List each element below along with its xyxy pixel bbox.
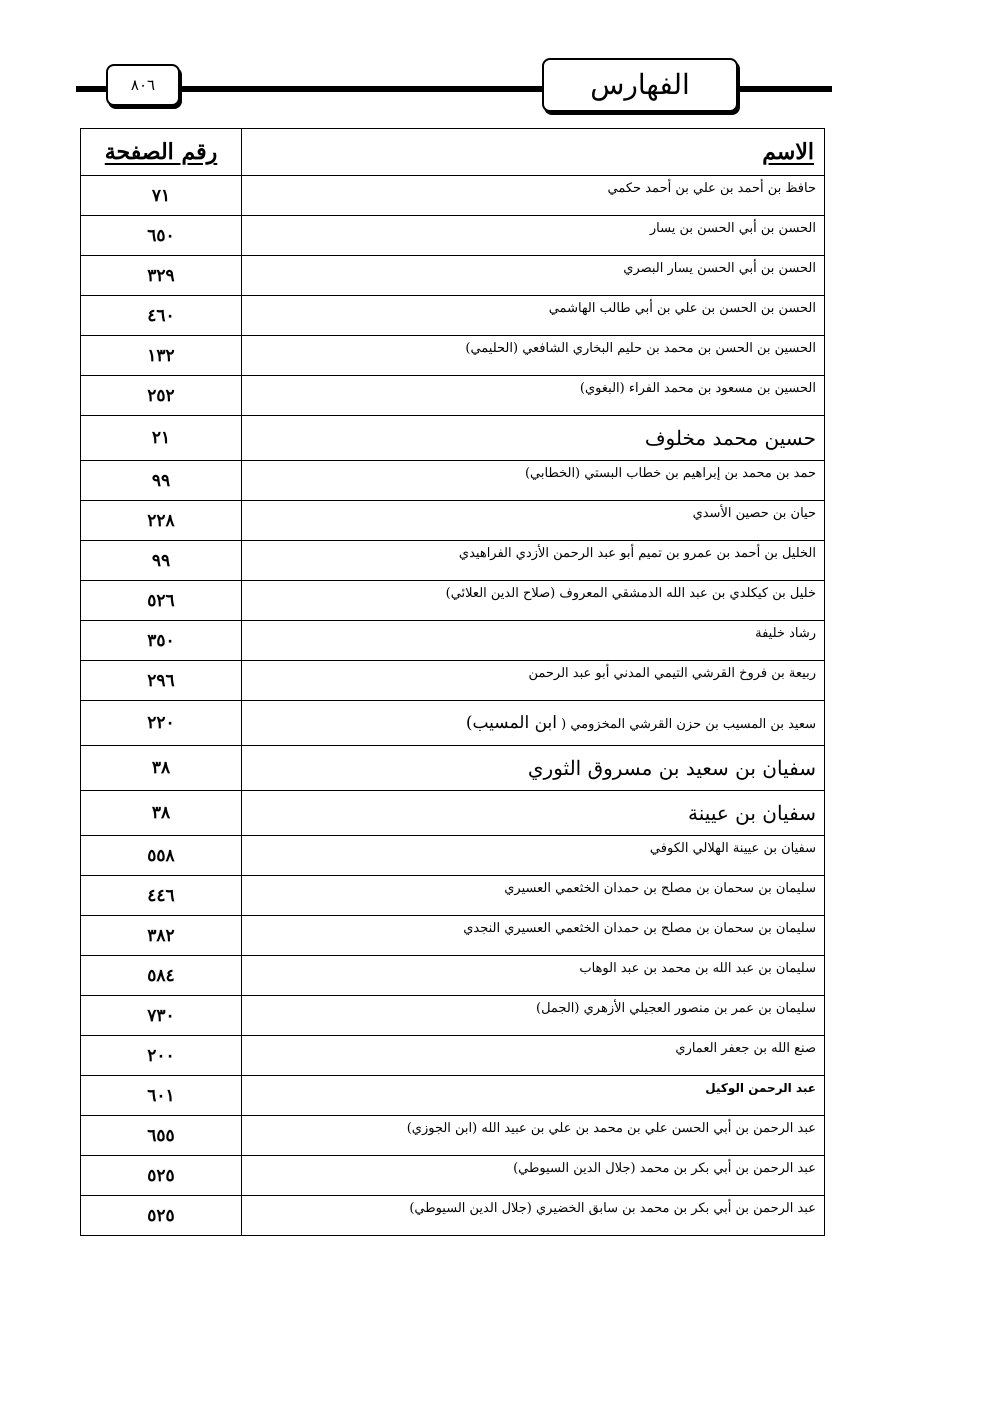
- table-row: [81, 876, 825, 916]
- entry-page: ١٣٢: [81, 336, 242, 376]
- entry-name: عبد الرحمن بن أبي بكر بن محمد (جلال الدين السيوطي): [242, 1156, 825, 1196]
- entry-name: حمد بن محمد بن إبراهيم بن خطاب البستي (الخطابي): [242, 461, 825, 501]
- entry-page: ٩٩: [81, 461, 242, 501]
- entry-page: ٥٢٥: [81, 1196, 242, 1236]
- table-row: [81, 1156, 825, 1196]
- entry-name: خليل بن كيكلدي بن عبد الله الدمشقي المعروف (صلاح الدين العلائي): [242, 581, 825, 621]
- entry-page: ٢١: [81, 416, 242, 461]
- entry-page: ٣٨: [81, 746, 242, 791]
- table-row: [81, 621, 825, 661]
- table-row: [81, 1076, 825, 1116]
- entry-page: ٧١: [81, 176, 242, 216]
- page-number: ٨٠٦: [106, 64, 180, 106]
- entry-name: الحسن بن أبي الحسن يسار البصري: [242, 256, 825, 296]
- entry-name: عبد الرحمن الوكيل: [242, 1076, 825, 1116]
- table-row: [81, 701, 825, 746]
- table-row: [81, 461, 825, 501]
- entry-name: حافظ بن أحمد بن علي بن أحمد حكمي: [242, 176, 825, 216]
- entry-name: سليمان بن عمر بن منصور العجيلي الأزهري (الجمل): [242, 996, 825, 1036]
- table-row: [81, 1116, 825, 1156]
- table-row: [81, 916, 825, 956]
- table-row: [81, 996, 825, 1036]
- entry-page: ٥٢٦: [81, 581, 242, 621]
- table-row: [81, 791, 825, 836]
- entry-page: ٥٨٤: [81, 956, 242, 996]
- entry-page: ٢٥٢: [81, 376, 242, 416]
- entry-page: ٢٢٨: [81, 501, 242, 541]
- entry-page: ٢٠٠: [81, 1036, 242, 1076]
- table-row: [81, 216, 825, 256]
- entry-page: ٣٨٢: [81, 916, 242, 956]
- entry-name-large: ابن المسيب): [465, 713, 557, 733]
- entry-name: عبد الرحمن بن أبي الحسن علي بن محمد بن علي بن عبيد الله (ابن الجوزي): [242, 1116, 825, 1156]
- entry-page: ٥٢٥: [81, 1156, 242, 1196]
- column-header-page: رقم الصفحة: [81, 129, 242, 176]
- entry-page: ٧٣٠: [81, 996, 242, 1036]
- entry-name: الخليل بن أحمد بن عمرو بن تميم أبو عبد الرحمن الأزدي الفراهيدي: [242, 541, 825, 581]
- entry-name: سليمان بن سحمان بن مصلح بن حمدان الخثعمي العسيري النجدي: [242, 916, 825, 956]
- entry-page: ٩٩: [81, 541, 242, 581]
- entry-name: صنع الله بن جعفر العماري: [242, 1036, 825, 1076]
- entry-name: الحسن بن أبي الحسن بن يسار: [242, 216, 825, 256]
- entry-name: رشاد خليفة: [242, 621, 825, 661]
- entry-page: ٦٠١: [81, 1076, 242, 1116]
- page-title: الفهارس: [542, 58, 738, 112]
- entry-name: ربيعة بن فروخ القرشي التيمي المدني أبو عبد الرحمن: [242, 661, 825, 701]
- table-row: [81, 296, 825, 336]
- table-row: [81, 581, 825, 621]
- table-row: [81, 1196, 825, 1236]
- entry-page: ٣٨: [81, 791, 242, 836]
- entry-page: ٥٥٨: [81, 836, 242, 876]
- entry-page: ٢٩٦: [81, 661, 242, 701]
- entry-name: الحسين بن مسعود بن محمد الفراء (البغوي): [242, 376, 825, 416]
- table-row: [81, 501, 825, 541]
- table-row: [81, 956, 825, 996]
- table-header-row: [81, 129, 825, 176]
- entry-name: حسين محمد مخلوف: [242, 416, 825, 461]
- entry-name: الحسن بن الحسن بن علي بن أبي طالب الهاشمي: [242, 296, 825, 336]
- entry-name: عبد الرحمن بن أبي بكر بن محمد بن سابق الخضيري (جلال الدين السيوطي): [242, 1196, 825, 1236]
- table-row: [81, 836, 825, 876]
- entry-page: ٦٥٥: [81, 1116, 242, 1156]
- entry-page: ٢٢٠: [81, 701, 242, 746]
- entry-name: سفيان بن سعيد بن مسروق الثوري: [242, 746, 825, 791]
- table-row: [81, 746, 825, 791]
- entry-page: ٤٤٦: [81, 876, 242, 916]
- entry-name: سليمان بن سحمان بن مصلح بن حمدان الخثعمي العسيري: [242, 876, 825, 916]
- entry-name: الحسين بن الحسن بن محمد بن حليم البخاري الشافعي (الحليمي): [242, 336, 825, 376]
- entry-page: ٣٢٩: [81, 256, 242, 296]
- table-row: [81, 336, 825, 376]
- table-row: [81, 1036, 825, 1076]
- entry-name: حيان بن حصين الأسدي: [242, 501, 825, 541]
- entry-page: ٤٦٠: [81, 296, 242, 336]
- table-row: [81, 661, 825, 701]
- entry-page: ٣٥٠: [81, 621, 242, 661]
- entry-name: سليمان بن عبد الله بن محمد بن عبد الوهاب: [242, 956, 825, 996]
- entry-name-small: سعيد بن المسيب بن حزن القرشي المخزومي (: [561, 717, 816, 732]
- table-row: [81, 176, 825, 216]
- table-row: [81, 376, 825, 416]
- entry-page: ٦٥٠: [81, 216, 242, 256]
- table-row: [81, 256, 825, 296]
- column-header-name: الاسم: [242, 129, 825, 176]
- entry-name: سفيان بن عيينة الهلالي الكوفي: [242, 836, 825, 876]
- entry-name: [242, 701, 825, 746]
- table-row: [81, 416, 825, 461]
- names-index-table: [80, 128, 825, 1236]
- table-row: [81, 541, 825, 581]
- entry-name: سفيان بن عيينة: [242, 791, 825, 836]
